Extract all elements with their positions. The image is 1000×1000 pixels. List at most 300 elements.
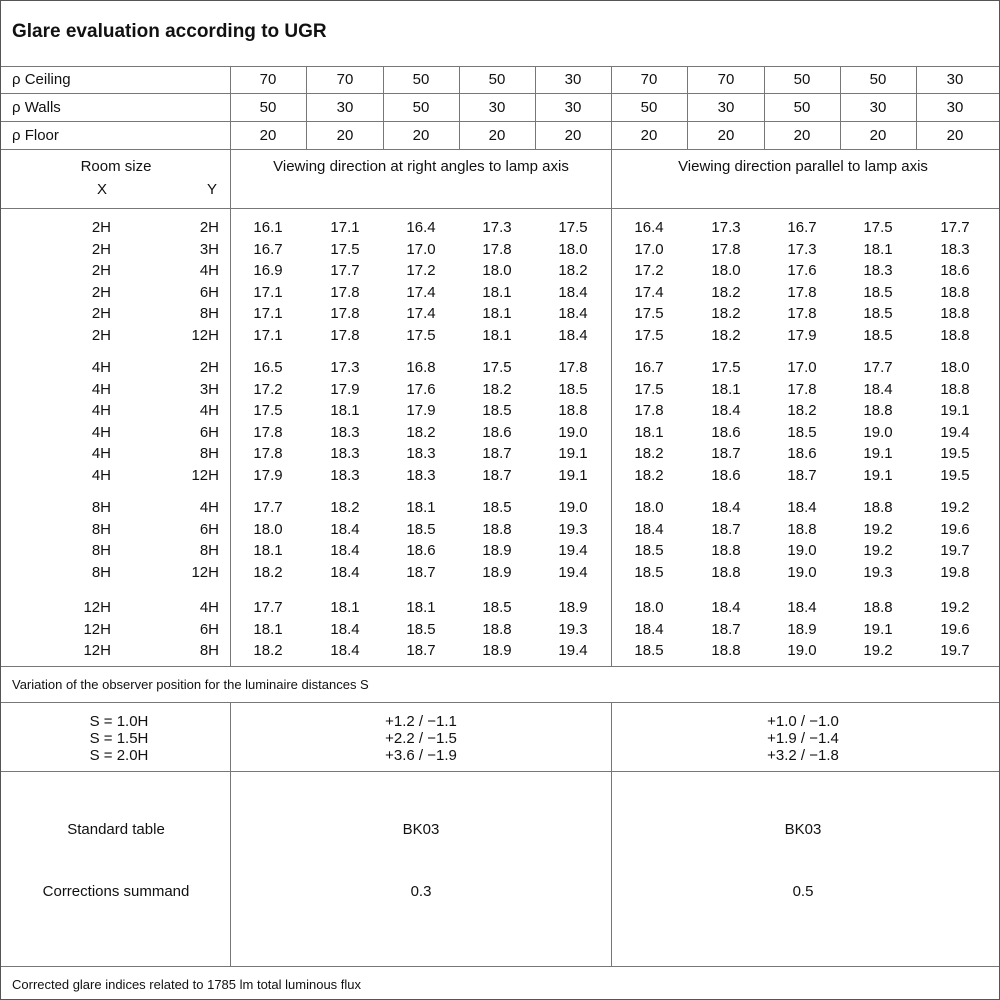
ugr-value: 19.0 — [863, 423, 893, 441]
reflectance-value: 50 — [640, 99, 658, 116]
room-y-value: 6H — [199, 620, 219, 638]
room-x-value: 2H — [91, 262, 111, 280]
ugr-value: 17.5 — [711, 359, 741, 376]
ugr-value: 18.8 — [863, 499, 893, 516]
ugr-value: 17.9 — [253, 467, 283, 484]
ugr-value: 18.8 — [940, 283, 970, 301]
ugr-value: 17.3 — [330, 359, 360, 376]
ugr-value: 18.3 — [330, 445, 360, 463]
reflectance-value: 20 — [259, 127, 277, 144]
ugr-value: 18.9 — [558, 599, 588, 616]
corrections-label: Corrections summand — [42, 883, 190, 900]
reflectance-value: 50 — [412, 99, 430, 116]
ugr-value: 16.1 — [253, 219, 283, 236]
ugr-value: 18.7 — [406, 563, 436, 581]
ugr-value: 17.8 — [330, 305, 360, 323]
ugr-value: 19.3 — [863, 563, 893, 581]
ugr-value: 18.5 — [406, 620, 436, 638]
ugr-value: 18.5 — [482, 599, 512, 616]
variation-right: +3.6 / −1.9 — [385, 747, 457, 764]
ugr-value: 17.0 — [634, 240, 664, 258]
variation-parallel-values — [767, 713, 839, 764]
ugr-value: 19.1 — [558, 445, 588, 463]
ugr-value: 16.4 — [406, 219, 436, 236]
ugr-value: 18.3 — [863, 262, 893, 280]
divider — [306, 66, 307, 149]
divider — [1, 702, 999, 703]
ugr-value: 16.5 — [253, 359, 283, 376]
ugr-value: 18.4 — [330, 542, 360, 560]
reflectance-value: 50 — [259, 99, 277, 116]
variation-right: +1.2 / −1.1 — [385, 713, 457, 730]
ugr-value: 19.5 — [940, 467, 970, 484]
reflectance-value: 20 — [640, 127, 658, 144]
ugr-value: 17.2 — [406, 262, 436, 280]
divider — [1, 149, 999, 150]
ugr-value: 18.8 — [940, 380, 970, 398]
ugr-value: 18.8 — [940, 305, 970, 323]
ugr-value: 18.3 — [406, 445, 436, 463]
ugr-value: 18.4 — [558, 327, 588, 344]
ugr-value: 18.9 — [787, 620, 817, 638]
direction-right-angles-header: Viewing direction at right angles to lamp axis — [273, 158, 569, 175]
reflectance-value: 30 — [869, 99, 887, 116]
reflectance-value: 70 — [717, 71, 735, 88]
ugr-value: 17.8 — [330, 327, 360, 344]
ugr-value: 18.2 — [330, 499, 360, 516]
ugr-value: 18.4 — [634, 620, 664, 638]
ugr-value: 18.1 — [711, 380, 741, 398]
ugr-value: 18.1 — [482, 305, 512, 323]
reflectance-value: 50 — [793, 99, 811, 116]
ugr-value: 19.4 — [558, 563, 588, 581]
ugr-value: 18.8 — [558, 402, 588, 420]
ugr-value: 18.0 — [634, 599, 664, 616]
room-x-value: 4H — [91, 380, 111, 398]
ugr-value: 17.1 — [330, 219, 360, 236]
ugr-value: 18.0 — [711, 262, 741, 280]
divider — [687, 66, 688, 149]
ugr-value: 18.8 — [940, 327, 970, 344]
ugr-value: 17.3 — [711, 219, 741, 236]
ugr-value: 18.2 — [253, 642, 283, 660]
ugr-value: 19.2 — [940, 599, 970, 616]
divider — [459, 66, 460, 149]
divider — [1, 666, 999, 667]
ugr-value: 18.5 — [787, 423, 817, 441]
ugr-value: 17.1 — [253, 283, 283, 301]
ugr-value: 16.4 — [634, 219, 664, 236]
ugr-value: 18.3 — [330, 467, 360, 484]
room-y-value: 12H — [191, 467, 219, 484]
divider — [611, 66, 612, 666]
ugr-value: 19.4 — [558, 542, 588, 560]
ugr-value: 18.7 — [711, 520, 741, 538]
ugr-value: 18.4 — [711, 599, 741, 616]
ugr-value: 17.8 — [253, 445, 283, 463]
ugr-value: 18.0 — [558, 240, 588, 258]
ugr-value: 17.1 — [253, 327, 283, 344]
ugr-value: 18.2 — [711, 283, 741, 301]
ugr-value: 19.0 — [787, 563, 817, 581]
divider — [611, 702, 612, 966]
room-y-value: 4H — [199, 499, 219, 516]
ugr-value: 18.9 — [482, 563, 512, 581]
reflectance-value: 20 — [717, 127, 735, 144]
ugr-value: 19.2 — [863, 542, 893, 560]
ugr-value: 18.7 — [711, 445, 741, 463]
ugr-value: 18.5 — [863, 327, 893, 344]
ugr-value: 17.8 — [787, 283, 817, 301]
ugr-value: 18.1 — [253, 542, 283, 560]
room-x-value: 4H — [91, 467, 111, 484]
room-x-value: 2H — [91, 219, 111, 236]
ugr-value: 19.3 — [558, 520, 588, 538]
room-x-value: 4H — [91, 402, 111, 420]
ugr-value: 18.2 — [787, 402, 817, 420]
divider — [535, 66, 536, 149]
ugr-value: 18.1 — [482, 283, 512, 301]
ugr-value: 19.8 — [940, 563, 970, 581]
ugr-value: 17.5 — [253, 402, 283, 420]
ugr-value: 17.8 — [787, 305, 817, 323]
ugr-value: 19.1 — [863, 467, 893, 484]
variation-parallel: +3.2 / −1.8 — [767, 747, 839, 764]
ugr-value: 17.8 — [634, 402, 664, 420]
ugr-value: 17.8 — [711, 240, 741, 258]
ugr-value: 17.2 — [634, 262, 664, 280]
room-y-value: 12H — [191, 563, 219, 581]
room-x-value: 4H — [91, 359, 111, 376]
reflectance-value: 20 — [488, 127, 506, 144]
ugr-value: 18.0 — [482, 262, 512, 280]
ugr-value: 17.4 — [634, 283, 664, 301]
standard-table-label: Standard table — [67, 821, 165, 838]
ugr-value: 18.5 — [863, 283, 893, 301]
ugr-value: 18.3 — [940, 240, 970, 258]
ugr-value: 18.6 — [406, 542, 436, 560]
ugr-value: 18.4 — [330, 642, 360, 660]
ugr-value: 19.0 — [558, 499, 588, 516]
ugr-value: 17.5 — [863, 219, 893, 236]
ugr-value: 18.5 — [634, 563, 664, 581]
ugr-value: 18.4 — [330, 520, 360, 538]
ugr-value: 18.2 — [711, 327, 741, 344]
variation-right-values — [385, 713, 457, 764]
ugr-value: 17.6 — [787, 262, 817, 280]
ugr-value: 18.2 — [406, 423, 436, 441]
ugr-value: 18.4 — [634, 520, 664, 538]
room-x-value: 12H — [83, 599, 111, 616]
ugr-value: 18.8 — [863, 402, 893, 420]
divider — [230, 702, 231, 966]
ugr-value: 18.3 — [330, 423, 360, 441]
ugr-value: 17.9 — [330, 380, 360, 398]
variation-s: S = 1.0H — [89, 713, 149, 730]
ugr-value: 18.1 — [330, 599, 360, 616]
room-y-value: 8H — [199, 445, 219, 463]
ugr-value: 19.4 — [558, 642, 588, 660]
divider — [1, 208, 999, 209]
reflectance-value: 20 — [564, 127, 582, 144]
divider — [1, 771, 999, 772]
reflectance-value: 30 — [488, 99, 506, 116]
ugr-value: 19.2 — [863, 642, 893, 660]
ugr-value: 18.6 — [940, 262, 970, 280]
reflectance-value: 50 — [793, 71, 811, 88]
ugr-value: 19.1 — [558, 467, 588, 484]
variation-s: S = 2.0H — [89, 747, 149, 764]
ugr-value: 18.2 — [558, 262, 588, 280]
ugr-value: 17.5 — [482, 359, 512, 376]
ugr-value: 17.3 — [482, 219, 512, 236]
room-y-value: 8H — [199, 542, 219, 560]
ugr-value: 19.6 — [940, 620, 970, 638]
divider — [840, 66, 841, 149]
ugr-value: 18.5 — [406, 520, 436, 538]
reflectance-value: 30 — [564, 99, 582, 116]
room-x-value: 2H — [91, 327, 111, 344]
ugr-value: 17.1 — [253, 305, 283, 323]
ugr-value: 17.7 — [940, 219, 970, 236]
room-y-value: 12H — [191, 327, 219, 344]
reflectance-value: 20 — [412, 127, 430, 144]
ugr-value: 19.0 — [787, 642, 817, 660]
variation-parallel: +1.9 / −1.4 — [767, 730, 839, 747]
ugr-value: 18.7 — [482, 467, 512, 484]
room-x-value: 8H — [91, 563, 111, 581]
ugr-value: 17.4 — [406, 283, 436, 301]
ugr-value: 18.5 — [634, 542, 664, 560]
walls-label: ρ Walls — [12, 99, 61, 116]
ugr-value: 18.4 — [330, 563, 360, 581]
ugr-value: 16.7 — [634, 359, 664, 376]
ugr-value: 17.5 — [634, 327, 664, 344]
floor-label: ρ Floor — [12, 127, 59, 144]
ugr-value: 18.4 — [711, 402, 741, 420]
divider — [1, 121, 999, 122]
ugr-value: 18.2 — [482, 380, 512, 398]
ugr-value: 19.7 — [940, 642, 970, 660]
divider — [1, 93, 999, 94]
ugr-value: 18.4 — [711, 499, 741, 516]
ugr-value: 18.6 — [711, 467, 741, 484]
variation-s-values — [90, 713, 149, 764]
room-y-value: 6H — [199, 283, 219, 301]
reflectance-value: 20 — [336, 127, 354, 144]
ugr-value: 18.7 — [406, 642, 436, 660]
room-y-value: 8H — [199, 642, 219, 660]
room-y-value: 4H — [199, 599, 219, 616]
ugr-value: 18.8 — [482, 520, 512, 538]
ugr-value: 19.2 — [940, 499, 970, 516]
reflectance-value: 30 — [564, 71, 582, 88]
ugr-value: 18.7 — [787, 467, 817, 484]
room-x-value: 2H — [91, 240, 111, 258]
room-y-label: Y — [207, 181, 218, 198]
room-y-value: 2H — [199, 359, 219, 376]
ugr-value: 18.0 — [634, 499, 664, 516]
ugr-value: 17.0 — [787, 359, 817, 376]
ugr-value: 17.8 — [787, 380, 817, 398]
ugr-value: 18.8 — [711, 642, 741, 660]
room-y-value: 8H — [199, 305, 219, 323]
ugr-value: 19.1 — [863, 620, 893, 638]
divider — [764, 66, 765, 149]
ugr-value: 18.7 — [711, 620, 741, 638]
ugr-value: 17.5 — [406, 327, 436, 344]
room-y-value: 3H — [199, 240, 219, 258]
direction-parallel-header: Viewing direction parallel to lamp axis — [678, 158, 928, 175]
ugr-value: 16.9 — [253, 262, 283, 280]
ugr-value: 19.0 — [558, 423, 588, 441]
ugr-value: 18.5 — [634, 642, 664, 660]
standard-table-parallel: BK03 — [784, 821, 822, 838]
reflectance-value: 50 — [488, 71, 506, 88]
ugr-value: 18.4 — [863, 380, 893, 398]
ugr-value: 19.6 — [940, 520, 970, 538]
room-x-value: 4H — [91, 423, 111, 441]
ugr-value: 18.1 — [634, 423, 664, 441]
ugr-value: 18.1 — [406, 499, 436, 516]
ugr-value: 18.0 — [940, 359, 970, 376]
divider — [1, 966, 999, 967]
divider — [230, 66, 231, 666]
room-x-value: 4H — [91, 445, 111, 463]
ugr-value: 17.5 — [634, 305, 664, 323]
ugr-value: 18.1 — [253, 620, 283, 638]
ugr-value: 19.2 — [863, 520, 893, 538]
ugr-value: 18.3 — [406, 467, 436, 484]
room-y-value: 4H — [199, 262, 219, 280]
variation-text: Variation of the observer position for the luminaire distances S — [12, 677, 369, 692]
room-y-value: 6H — [199, 520, 219, 538]
reflectance-value: 50 — [869, 71, 887, 88]
room-x-value: 8H — [91, 499, 111, 516]
ugr-value: 17.5 — [330, 240, 360, 258]
reflectance-value: 70 — [259, 71, 277, 88]
corrections-parallel: 0.5 — [792, 883, 814, 900]
ugr-value: 18.5 — [482, 402, 512, 420]
ceiling-label: ρ Ceiling — [12, 71, 71, 88]
ugr-value: 18.2 — [711, 305, 741, 323]
ugr-value: 18.5 — [863, 305, 893, 323]
ugr-value: 17.8 — [253, 423, 283, 441]
page-title: Glare evaluation according to UGR — [12, 21, 327, 42]
ugr-value: 19.0 — [787, 542, 817, 560]
ugr-value: 18.6 — [711, 423, 741, 441]
ugr-value: 17.8 — [330, 283, 360, 301]
ugr-value: 18.6 — [482, 423, 512, 441]
ugr-value: 18.9 — [482, 642, 512, 660]
ugr-value: 18.5 — [482, 499, 512, 516]
ugr-value: 17.5 — [558, 219, 588, 236]
ugr-value: 17.5 — [634, 380, 664, 398]
room-x-value: 2H — [91, 283, 111, 301]
reflectance-value: 50 — [412, 71, 430, 88]
ugr-value: 17.7 — [863, 359, 893, 376]
reflectance-value: 70 — [336, 71, 354, 88]
divider — [1, 66, 999, 67]
ugr-value: 18.1 — [863, 240, 893, 258]
ugr-value: 17.0 — [406, 240, 436, 258]
reflectance-value: 30 — [717, 99, 735, 116]
ugr-value: 17.8 — [558, 359, 588, 376]
reflectance-value: 20 — [869, 127, 887, 144]
ugr-value: 17.9 — [406, 402, 436, 420]
variation-s: S = 1.5H — [89, 730, 149, 747]
ugr-value: 16.7 — [787, 219, 817, 236]
ugr-value: 18.4 — [558, 305, 588, 323]
ugr-value: 17.7 — [253, 599, 283, 616]
ugr-value: 18.8 — [787, 520, 817, 538]
variation-parallel: +1.0 / −1.0 — [767, 713, 839, 730]
reflectance-value: 20 — [793, 127, 811, 144]
ugr-value: 18.6 — [787, 445, 817, 463]
ugr-value: 17.9 — [787, 327, 817, 344]
ugr-value: 16.7 — [253, 240, 283, 258]
footer-note: Corrected glare indices related to 1785 lm total luminous flux — [12, 977, 362, 992]
ugr-value: 18.4 — [558, 283, 588, 301]
ugr-value: 18.2 — [253, 563, 283, 581]
room-y-value: 2H — [199, 219, 219, 236]
ugr-value: 18.2 — [634, 467, 664, 484]
ugr-value: 18.1 — [330, 402, 360, 420]
divider — [383, 66, 384, 149]
room-x-value: 8H — [91, 520, 111, 538]
ugr-value: 19.7 — [940, 542, 970, 560]
ugr-value: 18.8 — [482, 620, 512, 638]
ugr-value: 18.5 — [558, 380, 588, 398]
ugr-value: 19.4 — [940, 423, 970, 441]
ugr-value: 18.4 — [787, 599, 817, 616]
corrections-right: 0.3 — [410, 883, 432, 900]
variation-right: +2.2 / −1.5 — [385, 730, 457, 747]
divider — [916, 66, 917, 149]
ugr-value: 18.8 — [863, 599, 893, 616]
room-x-value: 12H — [83, 642, 111, 660]
reflectance-value: 30 — [336, 99, 354, 116]
ugr-value: 17.7 — [253, 499, 283, 516]
ugr-value: 18.1 — [482, 327, 512, 344]
reflectance-value: 20 — [946, 127, 964, 144]
room-x-value: 2H — [91, 305, 111, 323]
ugr-value: 19.3 — [558, 620, 588, 638]
reflectance-value: 30 — [946, 71, 964, 88]
ugr-value: 19.5 — [940, 445, 970, 463]
ugr-value: 18.0 — [253, 520, 283, 538]
ugr-value: 18.8 — [711, 542, 741, 560]
room-y-value: 6H — [199, 423, 219, 441]
ugr-value: 17.6 — [406, 380, 436, 398]
ugr-value: 17.4 — [406, 305, 436, 323]
room-y-value: 3H — [199, 380, 219, 398]
ugr-value: 18.1 — [406, 599, 436, 616]
ugr-value: 17.8 — [482, 240, 512, 258]
ugr-value: 18.4 — [330, 620, 360, 638]
reflectance-value: 70 — [640, 71, 658, 88]
reflectance-value: 30 — [946, 99, 964, 116]
ugr-value: 18.4 — [787, 499, 817, 516]
ugr-value: 18.8 — [711, 563, 741, 581]
room-y-value: 4H — [199, 402, 219, 420]
standard-table-right: BK03 — [402, 821, 440, 838]
ugr-value: 18.7 — [482, 445, 512, 463]
room-size-label: Room size — [80, 158, 152, 175]
ugr-value: 17.3 — [787, 240, 817, 258]
room-x-value: 12H — [83, 620, 111, 638]
ugr-value: 19.1 — [940, 402, 970, 420]
